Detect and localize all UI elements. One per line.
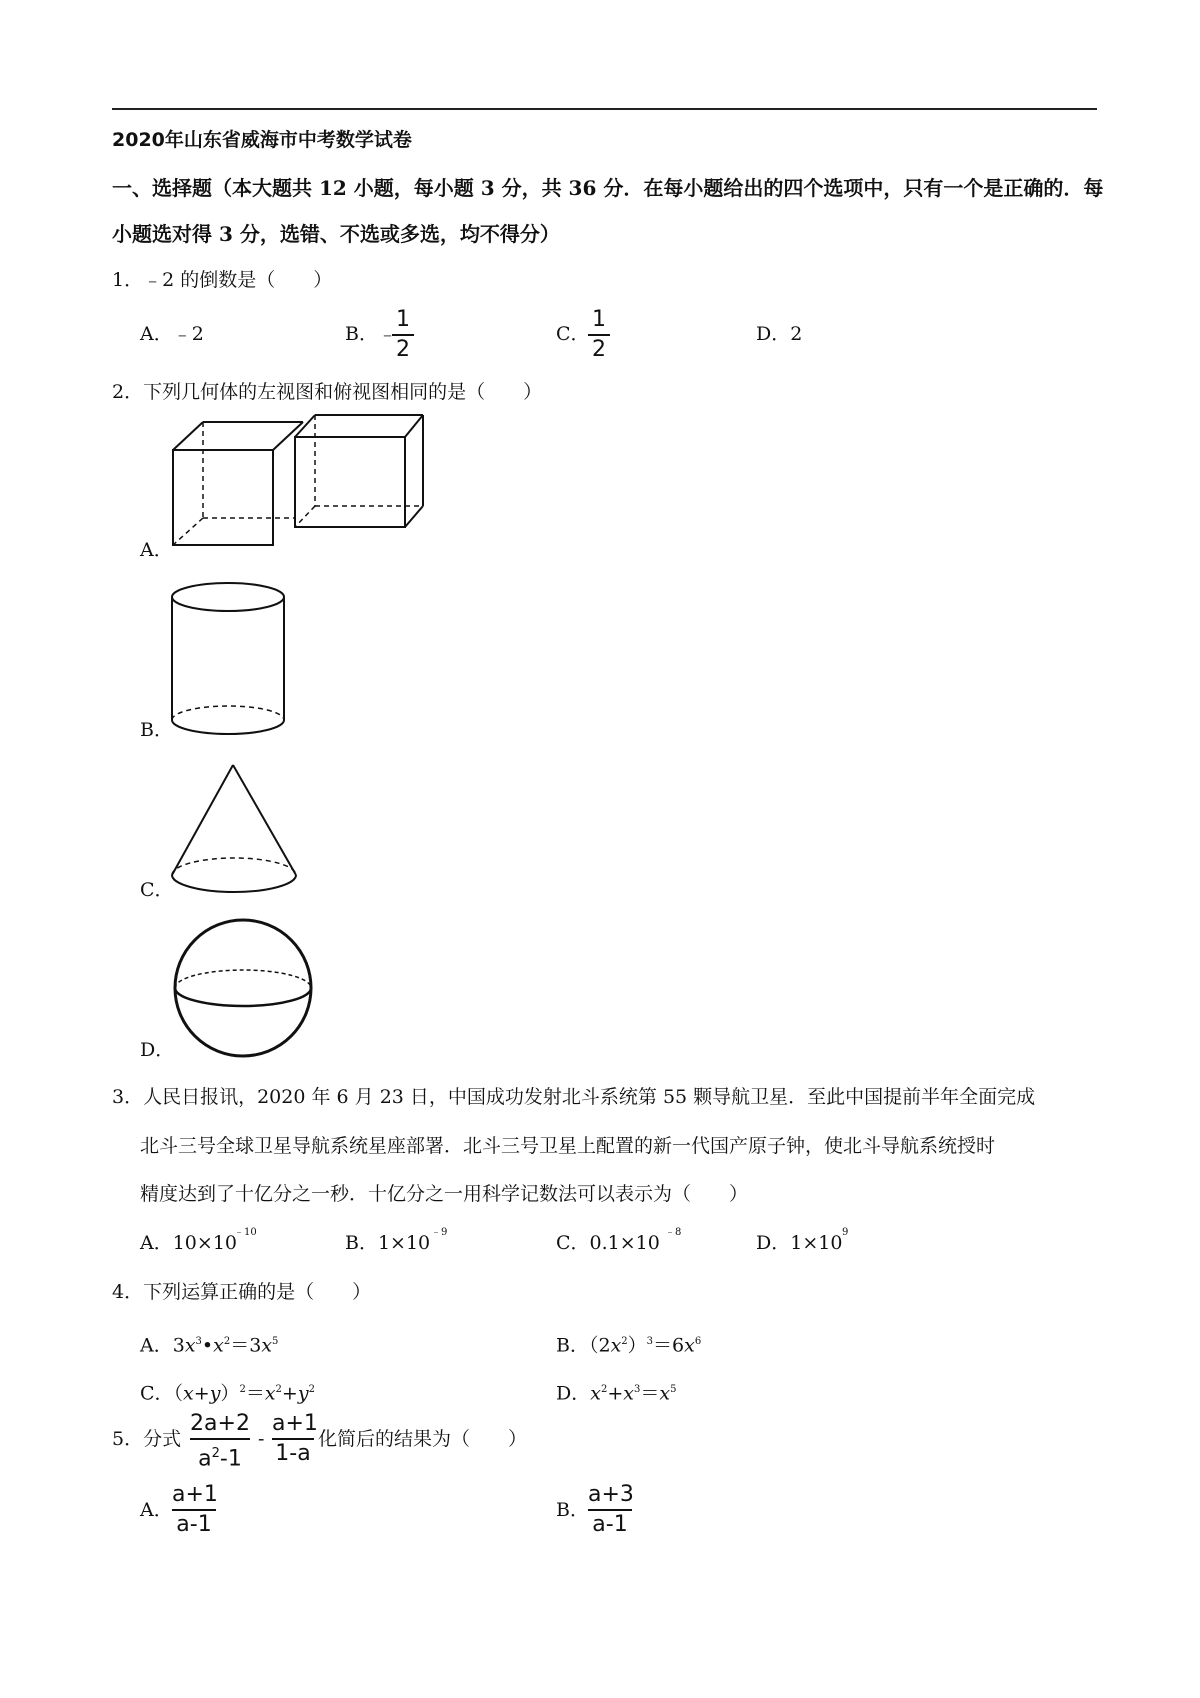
q1-option-a: A．﹣2 <box>140 323 204 345</box>
q4-stem: 4．下列运算正确的是（ ） <box>112 1281 372 1303</box>
q5-option-a-label: A． <box>140 1499 173 1521</box>
q4-option-b: B．$(2x^2)^3=6x^6$ <box>556 1334 702 1357</box>
q3-option-b: B．1×10 <box>345 1232 431 1254</box>
q1-option-c-label: C． <box>556 323 590 345</box>
fraction-denominator: a-1 <box>176 1512 212 1537</box>
cone-icon <box>168 760 308 900</box>
q2-option-c: C． <box>140 879 174 901</box>
header-rule <box>112 108 1097 110</box>
q2-option-a: A． <box>140 539 173 561</box>
two-cubes-icon <box>165 410 425 550</box>
q4-option-d: D．$x^2+x^3=x^5$ <box>556 1382 677 1405</box>
q5-option-a-fraction <box>172 1482 216 1538</box>
section-heading-line1: 一、选择题（本大题共 12 小题，每小题 3 分，共 36 分．在每小题给出的四个选项中，只有一个是正确的．每 <box>112 176 1104 200</box>
q5-fraction-1 <box>190 1411 250 1472</box>
section-heading-line2: 小题选对得 3 分，选错、不选或多选，均不得分） <box>112 222 560 246</box>
cylinder-icon <box>168 580 288 740</box>
fraction-denominator: $a^2-1$ <box>198 1446 242 1472</box>
q4-option-a: A．$3x^3•x^2=3x^5$ <box>140 1334 279 1357</box>
fraction-denominator: 2 <box>592 337 606 362</box>
fraction-denominator: a-1 <box>592 1512 628 1537</box>
fraction-numerator: 2a+2 <box>190 1411 250 1436</box>
fraction-numerator: a+1 <box>172 1482 218 1507</box>
q3-stem-line2: 北斗三号全球卫星导航系统星座部署．北斗三号卫星上配置的新一代国产原子钟，使北斗导航系统授时 <box>140 1135 996 1157</box>
q3-option-b-exponent: ﹣9 <box>431 1227 448 1238</box>
fraction-numerator: 1 <box>592 307 606 332</box>
q3-option-c: C．0.1×10 <box>556 1232 660 1254</box>
q2-stem: 2．下列几何体的左视图和俯视图相同的是（ ） <box>112 381 543 403</box>
document-title: 2020年山东省威海市中考数学试卷 <box>112 129 412 151</box>
q3-option-c-exponent: ﹣8 <box>665 1227 682 1238</box>
q3-option-a-exponent: ﹣10 <box>234 1227 257 1238</box>
fraction-denominator: 1-a <box>275 1441 311 1466</box>
q1-option-b-fraction <box>392 307 414 363</box>
q2-option-d: D． <box>140 1039 175 1061</box>
q1-option-c-fraction <box>588 307 610 363</box>
sphere-icon <box>168 918 328 1058</box>
q5-fraction-2 <box>272 1411 318 1467</box>
q3-stem-line1: 3．人民日报讯，2020 年 6 月 23 日，中国成功发射北斗系统第 55 颗导航卫星．至此中国提前半年全面完成 <box>112 1086 1036 1108</box>
fraction-numerator: a+3 <box>588 1482 634 1507</box>
q1-option-b-label: B．﹣ <box>345 323 397 345</box>
q5-prefix: 5．分式 <box>112 1428 182 1450</box>
q5-suffix: 化简后的结果为（ ） <box>318 1428 528 1450</box>
q5-option-b-label: B． <box>556 1499 589 1521</box>
q1-stem: 1．﹣2 的倒数是（ ） <box>112 269 333 291</box>
fraction-denominator: 2 <box>396 337 410 362</box>
fraction-numerator: 1 <box>396 307 410 332</box>
q3-stem-line3: 精度达到了十亿分之一秒．十亿分之一用科学记数法可以表示为（ ） <box>140 1183 749 1205</box>
q3-option-d-exponent: 9 <box>842 1227 849 1238</box>
q3-option-d: D．1×10 <box>756 1232 843 1254</box>
q5-minus: - <box>258 1428 265 1450</box>
q5-option-b-fraction <box>588 1482 632 1538</box>
fraction-numerator: a+1 <box>272 1411 318 1436</box>
q3-option-a: A．10×10 <box>140 1232 237 1254</box>
q1-option-d: D．2 <box>756 323 803 345</box>
q2-option-b: B． <box>140 719 173 741</box>
q4-option-c: C．$(x+y)^2=x^2+y^2$ <box>140 1382 315 1405</box>
